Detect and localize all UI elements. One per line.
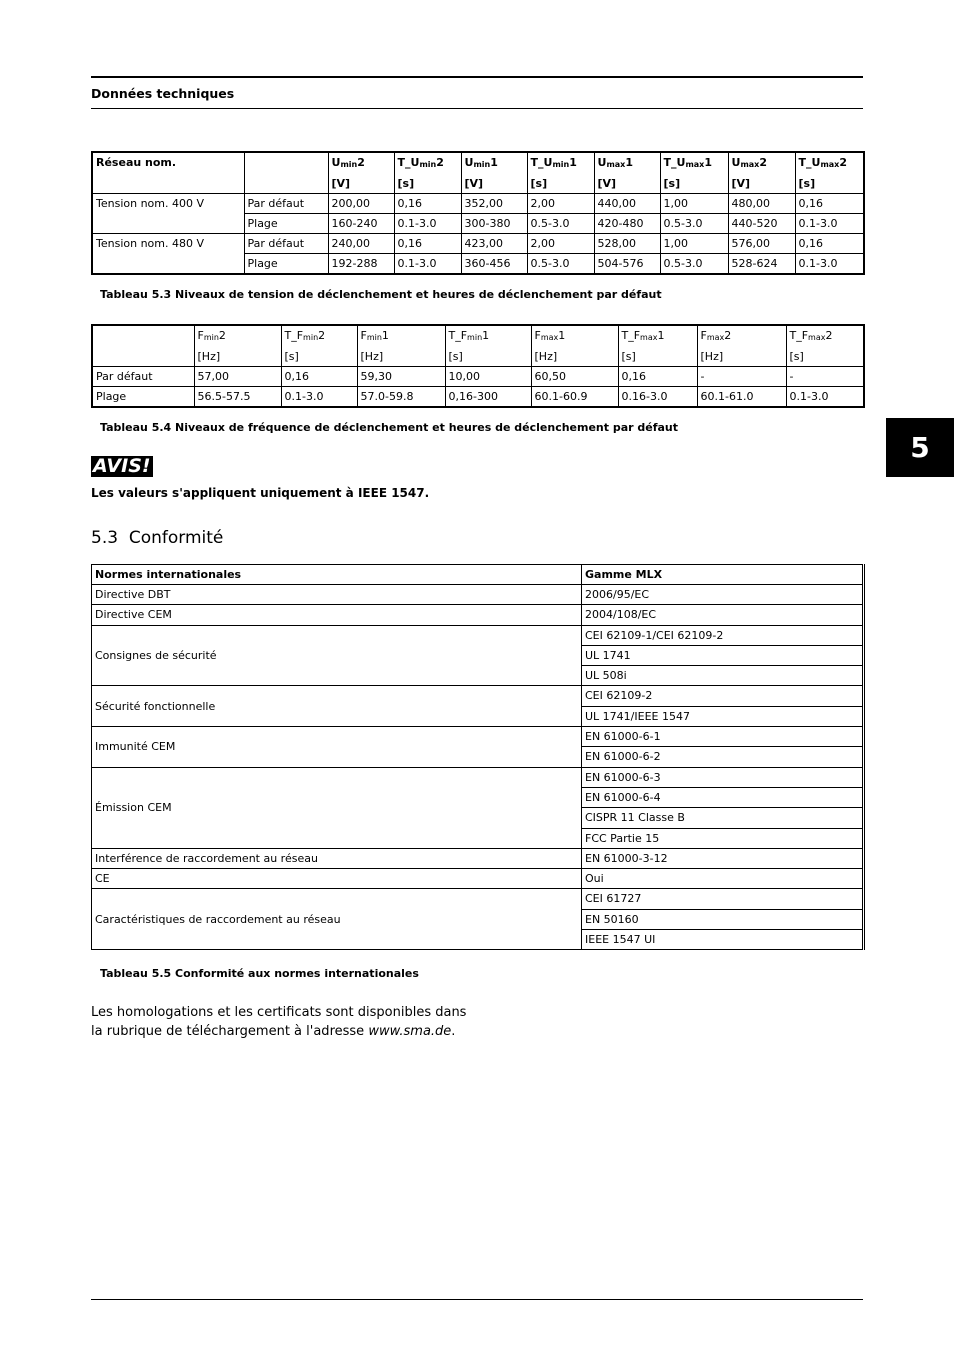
table-cell: 528-624 [728, 254, 795, 275]
table-caption-5-3: Tableau 5.3 Niveaux de tension de déclenchement et heures de déclenchement par défaut [100, 288, 662, 301]
table-cell: 0,16 [795, 194, 864, 214]
standard-category: Sécurité fonctionnelle [92, 686, 582, 727]
table-cell: 0,16 [394, 194, 461, 214]
table-cell: 0,16 [618, 367, 697, 387]
table-row [92, 234, 864, 254]
column-header [445, 325, 531, 367]
table-cell: - [786, 367, 864, 387]
table-cell: 423,00 [461, 234, 527, 254]
table-cell: 0.5-3.0 [527, 214, 594, 234]
column-name [198, 326, 278, 347]
column-unit: [Hz] [197, 350, 221, 363]
table-cell: 160-240 [328, 214, 394, 234]
standard-value: FCC Partie 15 [582, 828, 864, 848]
standard-category: Immunité CEM [92, 727, 582, 768]
conformity-table [91, 564, 865, 950]
column-base: T_U [530, 156, 553, 169]
column-subscript: max [685, 160, 705, 169]
column-suffix: 1 [490, 156, 498, 169]
column-header [618, 325, 697, 367]
table-cell: 0,16 [394, 234, 461, 254]
column-name [799, 153, 861, 174]
column-suffix: 1 [569, 156, 577, 169]
standard-value: UL 1741/IEEE 1547 [582, 706, 864, 726]
column-name [285, 326, 354, 347]
standard-category: Caractéristiques de raccordement au réseau [92, 889, 582, 950]
column-unit: [s] [798, 177, 816, 190]
body-line-2-end: . [451, 1024, 456, 1039]
table-row [92, 387, 864, 408]
table-row [92, 767, 864, 787]
table-cell: 0.5-3.0 [527, 254, 594, 275]
table-cell: 200,00 [328, 194, 394, 214]
column-base: T_U [397, 156, 420, 169]
standard-category: Directive CEM [92, 605, 582, 625]
column-base: T_U [798, 156, 821, 169]
table-row [92, 585, 864, 605]
body-paragraph [91, 1003, 466, 1041]
column-unit: [Hz] [534, 350, 558, 363]
header-row [92, 152, 864, 194]
standard-value: Oui [582, 869, 864, 889]
standard-value: CEI 62109-1/CEI 62109-2 [582, 625, 864, 645]
standard-value: UL 508i [582, 666, 864, 686]
column-suffix: 2 [839, 156, 847, 169]
column-header [531, 325, 618, 367]
column-header: Normes internationales [92, 565, 582, 585]
column-subscript: max [808, 333, 826, 342]
table-cell: 60.1-61.0 [697, 387, 786, 408]
body-line-1: Les homologations et les certificats sont disponibles dans [91, 1005, 467, 1020]
table-cell: 440,00 [594, 194, 660, 214]
table-cell: 1,00 [660, 194, 728, 214]
group-label: Tension nom. 480 V [92, 234, 244, 275]
column-subscript: max [820, 160, 840, 169]
sma-link[interactable]: www.sma.de [368, 1024, 452, 1039]
standard-category: CE [92, 869, 582, 889]
column-header [328, 152, 394, 194]
standard-category: Émission CEM [92, 767, 582, 848]
column-unit: [Hz] [700, 350, 724, 363]
table-row [92, 686, 864, 706]
section-title: Conformité [128, 528, 224, 548]
voltage-trip-table [91, 151, 865, 275]
table-cell: 440-520 [728, 214, 795, 234]
table-cell: 300-380 [461, 214, 527, 234]
standard-value: CEI 62109-2 [582, 686, 864, 706]
standard-value: IEEE 1547 UI [582, 930, 864, 950]
table-cell: 60.1-60.9 [531, 387, 618, 408]
column-name [732, 153, 792, 174]
row-label: Par défaut [244, 194, 328, 214]
table-cell: 59,30 [357, 367, 445, 387]
column-header [697, 325, 786, 367]
standard-value: EN 61000-6-2 [582, 747, 864, 767]
column-name [361, 326, 442, 347]
column-base: T_F [789, 329, 809, 342]
table-cell: 504-576 [594, 254, 660, 275]
table-cell: 0.16-3.0 [618, 387, 697, 408]
column-unit: [s] [530, 177, 548, 190]
column-suffix: 2 [436, 156, 444, 169]
row-label: Par défaut [244, 234, 328, 254]
column-name [622, 326, 694, 347]
table-cell: 2,00 [527, 194, 594, 214]
table-cell: 57.0-59.8 [357, 387, 445, 408]
column-base: T_F [284, 329, 304, 342]
table-cell: 0.1-3.0 [394, 254, 461, 275]
column-header [728, 152, 795, 194]
table-cell: - [697, 367, 786, 387]
column-base: F [534, 329, 541, 342]
table-row [92, 605, 864, 625]
column-suffix: 1 [482, 329, 490, 342]
empty-header [244, 152, 328, 194]
column-base: F [700, 329, 707, 342]
column-suffix: 2 [825, 329, 833, 342]
standard-value: 2006/95/EC [582, 585, 864, 605]
column-header [786, 325, 864, 367]
header-rule-bottom [91, 108, 863, 109]
empty-header [92, 325, 194, 367]
column-unit: [s] [397, 177, 415, 190]
table-row [92, 194, 864, 214]
table-caption-5-5: Tableau 5.5 Conformité aux normes internationales [100, 967, 419, 980]
column-base: T_F [621, 329, 641, 342]
table-cell: 0.1-3.0 [281, 387, 357, 408]
column-suffix: 2 [759, 156, 767, 169]
column-suffix: 2 [218, 329, 226, 342]
column-subscript: max [740, 160, 760, 169]
standard-value: EN 61000-3-12 [582, 848, 864, 868]
column-header [594, 152, 660, 194]
column-suffix: 1 [625, 156, 633, 169]
table-cell: 60,50 [531, 367, 618, 387]
column-base: F [197, 329, 204, 342]
column-base: U [464, 156, 474, 169]
column-subscript: max [706, 333, 725, 342]
column-header [527, 152, 594, 194]
section-number: 5.3 [91, 528, 119, 548]
column-name [664, 153, 725, 174]
row-label: Plage [92, 387, 194, 408]
standard-category: Consignes de sécurité [92, 625, 582, 686]
column-subscript: min [366, 333, 382, 342]
column-name [398, 153, 458, 174]
table-cell: 57,00 [194, 367, 281, 387]
table-cell: 0.1-3.0 [394, 214, 461, 234]
table-cell: 528,00 [594, 234, 660, 254]
column-name [449, 326, 528, 347]
column-header [281, 325, 357, 367]
header-rule-top [91, 76, 863, 78]
column-subscript: min [419, 160, 437, 169]
table-row [92, 367, 864, 387]
column-suffix: 1 [558, 329, 566, 342]
table-cell: 0,16 [281, 367, 357, 387]
standard-value: CISPR 11 Classe B [582, 808, 864, 828]
column-base: T_U [663, 156, 686, 169]
column-header: Gamme MLX [582, 565, 864, 585]
column-base: U [331, 156, 341, 169]
column-subscript: max [540, 333, 559, 342]
column-suffix: 2 [318, 329, 326, 342]
column-unit: [s] [621, 350, 636, 363]
standard-value: EN 50160 [582, 909, 864, 929]
column-suffix: 1 [704, 156, 712, 169]
column-header [394, 152, 461, 194]
column-header [461, 152, 527, 194]
column-base: F [360, 329, 367, 342]
header-row [92, 325, 864, 367]
standard-value: EN 61000-6-4 [582, 787, 864, 807]
column-unit: [Hz] [360, 350, 384, 363]
column-subscript: min [473, 160, 491, 169]
table-cell: 0.1-3.0 [786, 387, 864, 408]
column-unit: [s] [284, 350, 299, 363]
table-caption-5-4: Tableau 5.4 Niveaux de fréquence de déclenchement et heures de déclenchement par défaut [100, 421, 679, 434]
column-base: U [597, 156, 607, 169]
column-suffix: 1 [381, 329, 389, 342]
column-subscript: max [640, 333, 658, 342]
notice-text: Les valeurs s'appliquent uniquement à IEEE 1547. [91, 486, 430, 500]
table-cell: 480,00 [728, 194, 795, 214]
table-cell: 0.1-3.0 [795, 214, 864, 234]
column-name [598, 153, 657, 174]
table-cell: 0.5-3.0 [660, 254, 728, 275]
frequency-trip-table [91, 324, 865, 408]
column-unit: [V] [731, 177, 751, 190]
standard-category: Interférence de raccordement au réseau [92, 848, 582, 868]
standard-value: CEI 61727 [582, 889, 864, 909]
table-cell: 360-456 [461, 254, 527, 275]
table-cell: 0,16-300 [445, 387, 531, 408]
header-row [92, 565, 864, 585]
column-name [535, 326, 615, 347]
table-cell: 2,00 [527, 234, 594, 254]
standard-value: 2004/108/EC [582, 605, 864, 625]
column-header [194, 325, 281, 367]
notice-label: AVIS! [93, 455, 151, 477]
standard-value: EN 61000-6-1 [582, 727, 864, 747]
column-unit: [V] [331, 177, 351, 190]
column-unit: [s] [663, 177, 681, 190]
column-name [531, 153, 591, 174]
standard-category: Directive DBT [92, 585, 582, 605]
column-unit: [s] [789, 350, 804, 363]
column-unit: [V] [464, 177, 484, 190]
column-subscript: min [340, 160, 358, 169]
column-base: T_F [448, 329, 468, 342]
table-cell: 0.5-3.0 [660, 214, 728, 234]
column-subscript: min [303, 333, 319, 342]
table-cell: 0,16 [795, 234, 864, 254]
table-row [92, 625, 864, 645]
column-subscript: min [203, 333, 219, 342]
column-unit: [V] [597, 177, 617, 190]
table-row [92, 727, 864, 747]
column-header [795, 152, 864, 194]
table-cell: 56.5-57.5 [194, 387, 281, 408]
group-label: Tension nom. 400 V [92, 194, 244, 234]
row-label: Plage [244, 254, 328, 275]
table-cell: 352,00 [461, 194, 527, 214]
body-line-2: la rubrique de téléchargement à l'adresse [91, 1024, 369, 1039]
chapter-tab: 5 [886, 418, 954, 477]
column-unit: [s] [448, 350, 463, 363]
table-cell: 10,00 [445, 367, 531, 387]
column-base: U [731, 156, 741, 169]
column-subscript: min [552, 160, 570, 169]
page-header-title: Données techniques [91, 86, 235, 101]
column-subscript: min [467, 333, 483, 342]
footer-rule [91, 1299, 863, 1300]
column-suffix: 2 [357, 156, 365, 169]
section-heading [91, 528, 223, 548]
column-name [332, 153, 391, 174]
column-header [660, 152, 728, 194]
corner-header: Réseau nom. [92, 152, 244, 194]
column-header [357, 325, 445, 367]
table-row [92, 869, 864, 889]
table-cell: 420-480 [594, 214, 660, 234]
table-cell: 0.1-3.0 [795, 254, 864, 275]
row-label: Par défaut [92, 367, 194, 387]
column-suffix: 1 [657, 329, 665, 342]
column-name [465, 153, 524, 174]
column-suffix: 2 [724, 329, 732, 342]
table-cell: 240,00 [328, 234, 394, 254]
column-subscript: max [606, 160, 626, 169]
standard-value: UL 1741 [582, 645, 864, 665]
table-cell: 1,00 [660, 234, 728, 254]
column-name [701, 326, 783, 347]
table-cell: 576,00 [728, 234, 795, 254]
table-cell: 192-288 [328, 254, 394, 275]
column-name [790, 326, 861, 347]
row-label: Plage [244, 214, 328, 234]
table-row [92, 889, 864, 909]
standard-value: EN 61000-6-3 [582, 767, 864, 787]
table-row [92, 848, 864, 868]
